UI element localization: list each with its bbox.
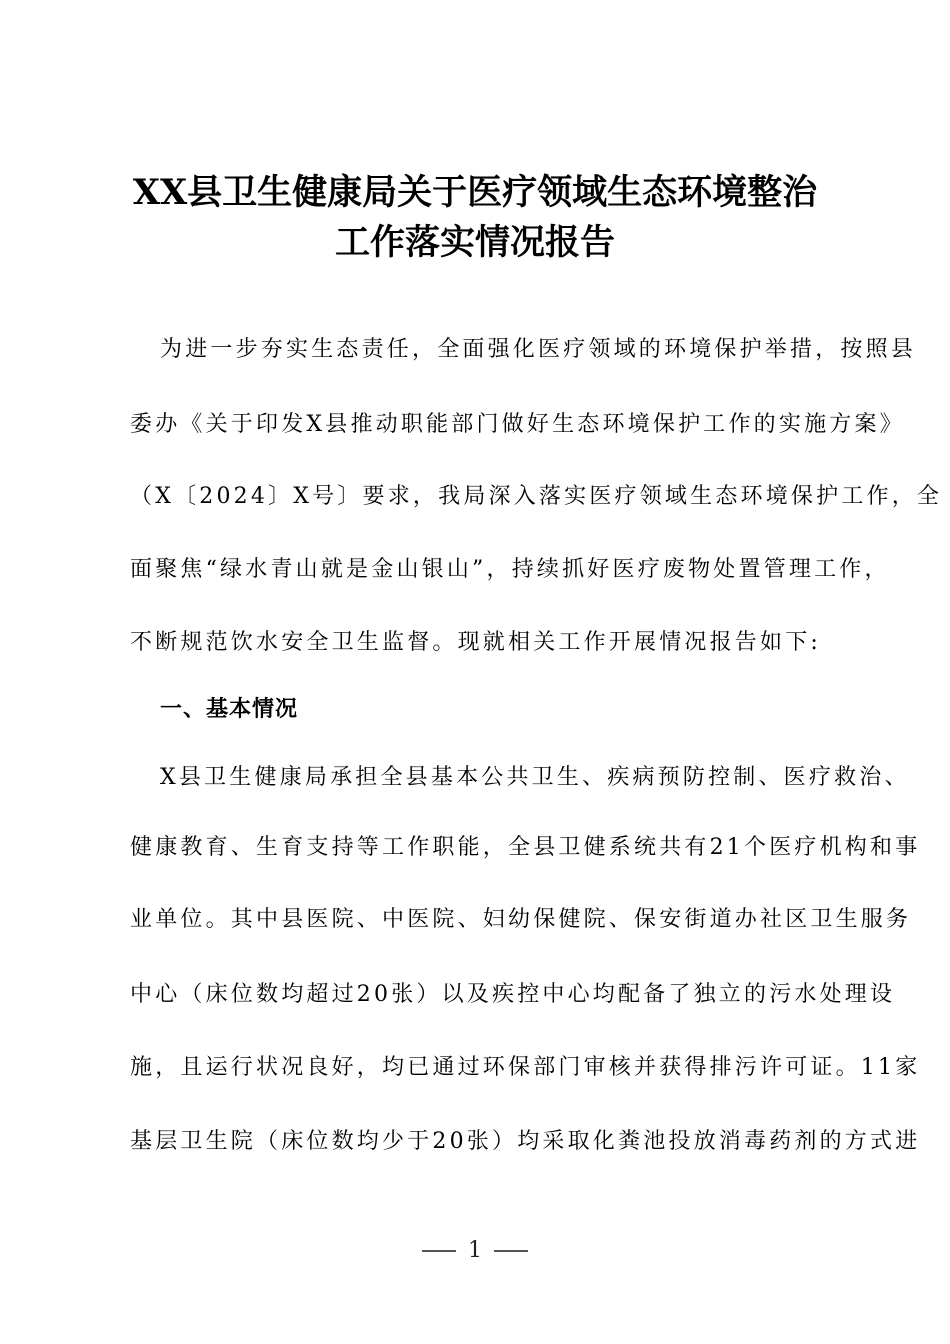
body-line: 施，且运行状况良好，均已通过环保部门审核并获得排污许可证。11家 <box>130 1055 921 1080</box>
body-line: 基层卫生院（床位数均少于20张）均采取化粪池投放消毒药剂的方式进 <box>130 1129 921 1154</box>
document-title-line-1: XX县卫生健康局关于医疗领域生态环境整治 <box>132 172 818 213</box>
dash-right-icon <box>494 1250 528 1252</box>
intro-line: （X〔2024〕X号〕要求，我局深入落实医疗领域生态环境保护工作，全 <box>130 484 943 509</box>
page-number <box>0 1238 950 1263</box>
page-number-value: 1 <box>468 1238 482 1263</box>
body-line: 健康教育、生育支持等工作职能，全县卫健系统共有21个医疗机构和事 <box>130 835 921 860</box>
intro-line: 为进一步夯实生态责任，全面强化医疗领域的环境保护举措，按照县 <box>160 337 917 362</box>
body-line: 中心（床位数均超过20张）以及疾控中心均配备了独立的污水处理设 <box>130 982 896 1007</box>
document-title-line-2: 工作落实情况报告 <box>334 222 615 263</box>
section-heading: 一、基本情况 <box>160 697 299 722</box>
intro-line: 面聚焦“绿水青山就是金山银山”，持续抓好医疗废物处置管理工作， <box>130 557 890 582</box>
body-line: 业单位。其中县医院、中医院、妇幼保健院、保安街道办社区卫生服务 <box>130 907 912 932</box>
body-line: X县卫生健康局承担全县基本公共卫生、疾病预防控制、医疗救治、 <box>160 765 910 790</box>
intro-line: 委办《关于印发X县推动职能部门做好生态环境保护工作的实施方案》 <box>130 412 905 437</box>
intro-line: 不断规范饮水安全卫生监督。现就相关工作开展情况报告如下: <box>130 630 822 655</box>
dash-left-icon <box>422 1250 456 1252</box>
